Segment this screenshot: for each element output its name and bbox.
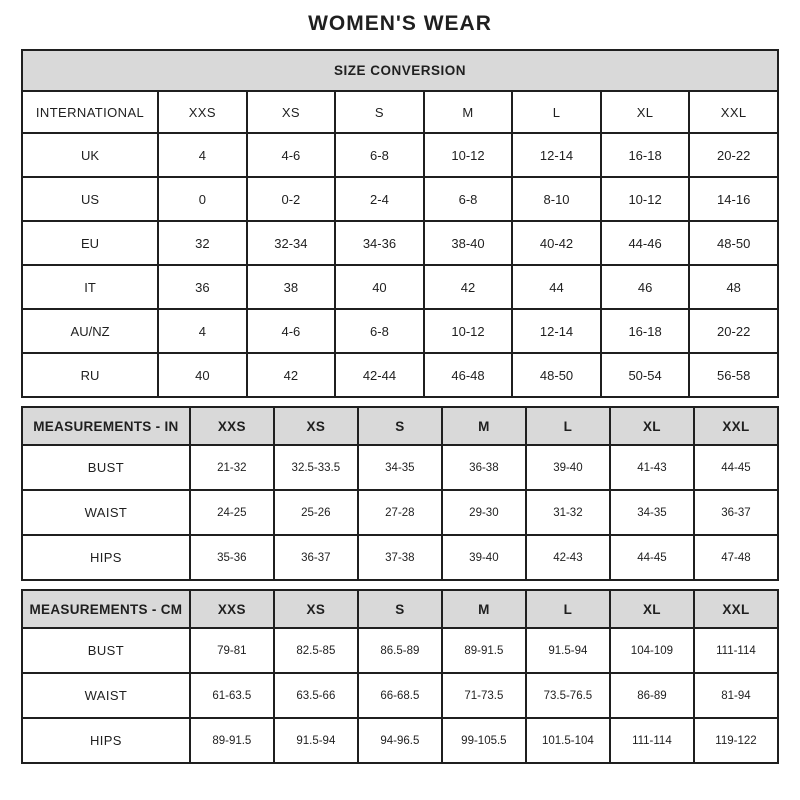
size-cell: 10-12 <box>424 309 513 353</box>
measurements-in-header-row <box>22 407 778 445</box>
measure-cell: 36-37 <box>274 535 358 580</box>
size-cell: 4 <box>158 133 247 177</box>
row-label-eu: EU <box>22 221 158 265</box>
measure-cell: 21-32 <box>190 445 274 490</box>
measure-cell: 61-63.5 <box>190 673 274 718</box>
measurements-cm-header-row <box>22 590 778 628</box>
col-header-s: S <box>335 91 424 133</box>
measurements-in-table <box>21 406 779 581</box>
col-header-international: INTERNATIONAL <box>22 91 158 133</box>
table-row-waist-in <box>22 490 778 535</box>
col-header-xxl: XXL <box>694 407 778 445</box>
measure-cell: 101.5-104 <box>526 718 610 763</box>
measure-cell: 99-105.5 <box>442 718 526 763</box>
measure-cell: 42-43 <box>526 535 610 580</box>
size-cell: 42 <box>424 265 513 309</box>
measurements-cm-heading: MEASUREMENTS - CM <box>22 590 190 628</box>
size-cell: 6-8 <box>424 177 513 221</box>
size-cell: 38 <box>247 265 336 309</box>
measure-cell: 86.5-89 <box>358 628 442 673</box>
measure-cell: 89-91.5 <box>190 718 274 763</box>
measurements-in-heading: MEASUREMENTS - IN <box>22 407 190 445</box>
col-header-xxs: XXS <box>190 407 274 445</box>
col-header-xl: XL <box>601 91 690 133</box>
size-cell: 10-12 <box>424 133 513 177</box>
measure-cell: 111-114 <box>610 718 694 763</box>
table-row-aunz <box>22 309 778 353</box>
size-cell: 42-44 <box>335 353 424 397</box>
col-header-xs: XS <box>274 590 358 628</box>
size-conversion-header-row <box>22 50 778 91</box>
measure-cell: 89-91.5 <box>442 628 526 673</box>
col-header-xl: XL <box>610 590 694 628</box>
size-cell: 44 <box>512 265 601 309</box>
measure-cell: 39-40 <box>442 535 526 580</box>
measure-cell: 63.5-66 <box>274 673 358 718</box>
size-cell: 40 <box>335 265 424 309</box>
row-label-it: IT <box>22 265 158 309</box>
measure-cell: 44-45 <box>610 535 694 580</box>
size-conversion-heading: SIZE CONVERSION <box>22 50 778 91</box>
measure-cell: 41-43 <box>610 445 694 490</box>
size-cell: 46 <box>601 265 690 309</box>
size-cell: 34-36 <box>335 221 424 265</box>
measure-cell: 36-37 <box>694 490 778 535</box>
size-cell: 0-2 <box>247 177 336 221</box>
measure-cell: 79-81 <box>190 628 274 673</box>
measure-cell: 104-109 <box>610 628 694 673</box>
table-row-hips-cm <box>22 718 778 763</box>
size-cell: 32 <box>158 221 247 265</box>
measure-cell: 24-25 <box>190 490 274 535</box>
table-row-hips-in <box>22 535 778 580</box>
size-cell: 4-6 <box>247 133 336 177</box>
measure-cell: 73.5-76.5 <box>526 673 610 718</box>
size-cell: 0 <box>158 177 247 221</box>
size-cell: 48 <box>689 265 778 309</box>
size-cell: 46-48 <box>424 353 513 397</box>
size-cell: 4-6 <box>247 309 336 353</box>
measure-cell: 32.5-33.5 <box>274 445 358 490</box>
table-row-eu <box>22 221 778 265</box>
measure-cell: 91.5-94 <box>274 718 358 763</box>
size-conversion-table <box>21 49 779 398</box>
measure-cell: 66-68.5 <box>358 673 442 718</box>
size-cell: 42 <box>247 353 336 397</box>
col-header-xl: XL <box>610 407 694 445</box>
size-cell: 2-4 <box>335 177 424 221</box>
size-cell: 4 <box>158 309 247 353</box>
measure-cell: 47-48 <box>694 535 778 580</box>
col-header-l: L <box>526 590 610 628</box>
measure-cell: 71-73.5 <box>442 673 526 718</box>
table-row-bust-cm <box>22 628 778 673</box>
measure-cell: 31-32 <box>526 490 610 535</box>
size-cell: 50-54 <box>601 353 690 397</box>
measure-cell: 34-35 <box>358 445 442 490</box>
size-cell: 12-14 <box>512 133 601 177</box>
size-cell: 12-14 <box>512 309 601 353</box>
measure-cell: 27-28 <box>358 490 442 535</box>
size-cell: 16-18 <box>601 133 690 177</box>
col-header-xxs: XXS <box>190 590 274 628</box>
size-cell: 44-46 <box>601 221 690 265</box>
row-label-waist: WAIST <box>22 673 190 718</box>
size-cell: 56-58 <box>689 353 778 397</box>
row-label-waist: WAIST <box>22 490 190 535</box>
measure-cell: 29-30 <box>442 490 526 535</box>
measure-cell: 91.5-94 <box>526 628 610 673</box>
table-row-ru <box>22 353 778 397</box>
measure-cell: 111-114 <box>694 628 778 673</box>
col-header-m: M <box>424 91 513 133</box>
size-cell: 40-42 <box>512 221 601 265</box>
col-header-xxs: XXS <box>158 91 247 133</box>
size-cell: 6-8 <box>335 133 424 177</box>
measure-cell: 36-38 <box>442 445 526 490</box>
row-label-hips: HIPS <box>22 535 190 580</box>
size-cell: 48-50 <box>689 221 778 265</box>
size-cell: 8-10 <box>512 177 601 221</box>
size-cell: 6-8 <box>335 309 424 353</box>
size-cell: 38-40 <box>424 221 513 265</box>
size-cell: 14-16 <box>689 177 778 221</box>
row-label-us: US <box>22 177 158 221</box>
measure-cell: 37-38 <box>358 535 442 580</box>
size-cell: 16-18 <box>601 309 690 353</box>
col-header-xs: XS <box>274 407 358 445</box>
row-label-hips: HIPS <box>22 718 190 763</box>
size-conversion-columns-row <box>22 91 778 133</box>
col-header-m: M <box>442 590 526 628</box>
measure-cell: 119-122 <box>694 718 778 763</box>
measure-cell: 82.5-85 <box>274 628 358 673</box>
col-header-xs: XS <box>247 91 336 133</box>
col-header-xxl: XXL <box>694 590 778 628</box>
measure-cell: 94-96.5 <box>358 718 442 763</box>
row-label-aunz: AU/NZ <box>22 309 158 353</box>
table-row-uk <box>22 133 778 177</box>
col-header-s: S <box>358 407 442 445</box>
table-row-us <box>22 177 778 221</box>
measure-cell: 35-36 <box>190 535 274 580</box>
col-header-l: L <box>526 407 610 445</box>
size-cell: 48-50 <box>512 353 601 397</box>
size-cell: 20-22 <box>689 309 778 353</box>
row-label-uk: UK <box>22 133 158 177</box>
size-cell: 36 <box>158 265 247 309</box>
measure-cell: 44-45 <box>694 445 778 490</box>
page-title: WOMEN'S WEAR <box>308 12 492 35</box>
row-label-bust: BUST <box>22 445 190 490</box>
row-label-ru: RU <box>22 353 158 397</box>
col-header-xxl: XXL <box>689 91 778 133</box>
size-cell: 40 <box>158 353 247 397</box>
table-row-bust-in <box>22 445 778 490</box>
col-header-l: L <box>512 91 601 133</box>
col-header-s: S <box>358 590 442 628</box>
size-cell: 20-22 <box>689 133 778 177</box>
measure-cell: 25-26 <box>274 490 358 535</box>
table-row-it <box>22 265 778 309</box>
row-label-bust: BUST <box>22 628 190 673</box>
col-header-m: M <box>442 407 526 445</box>
measure-cell: 81-94 <box>694 673 778 718</box>
size-cell: 10-12 <box>601 177 690 221</box>
measurements-cm-table <box>21 589 779 764</box>
table-row-waist-cm <box>22 673 778 718</box>
measure-cell: 34-35 <box>610 490 694 535</box>
measure-cell: 86-89 <box>610 673 694 718</box>
measure-cell: 39-40 <box>526 445 610 490</box>
size-cell: 32-34 <box>247 221 336 265</box>
